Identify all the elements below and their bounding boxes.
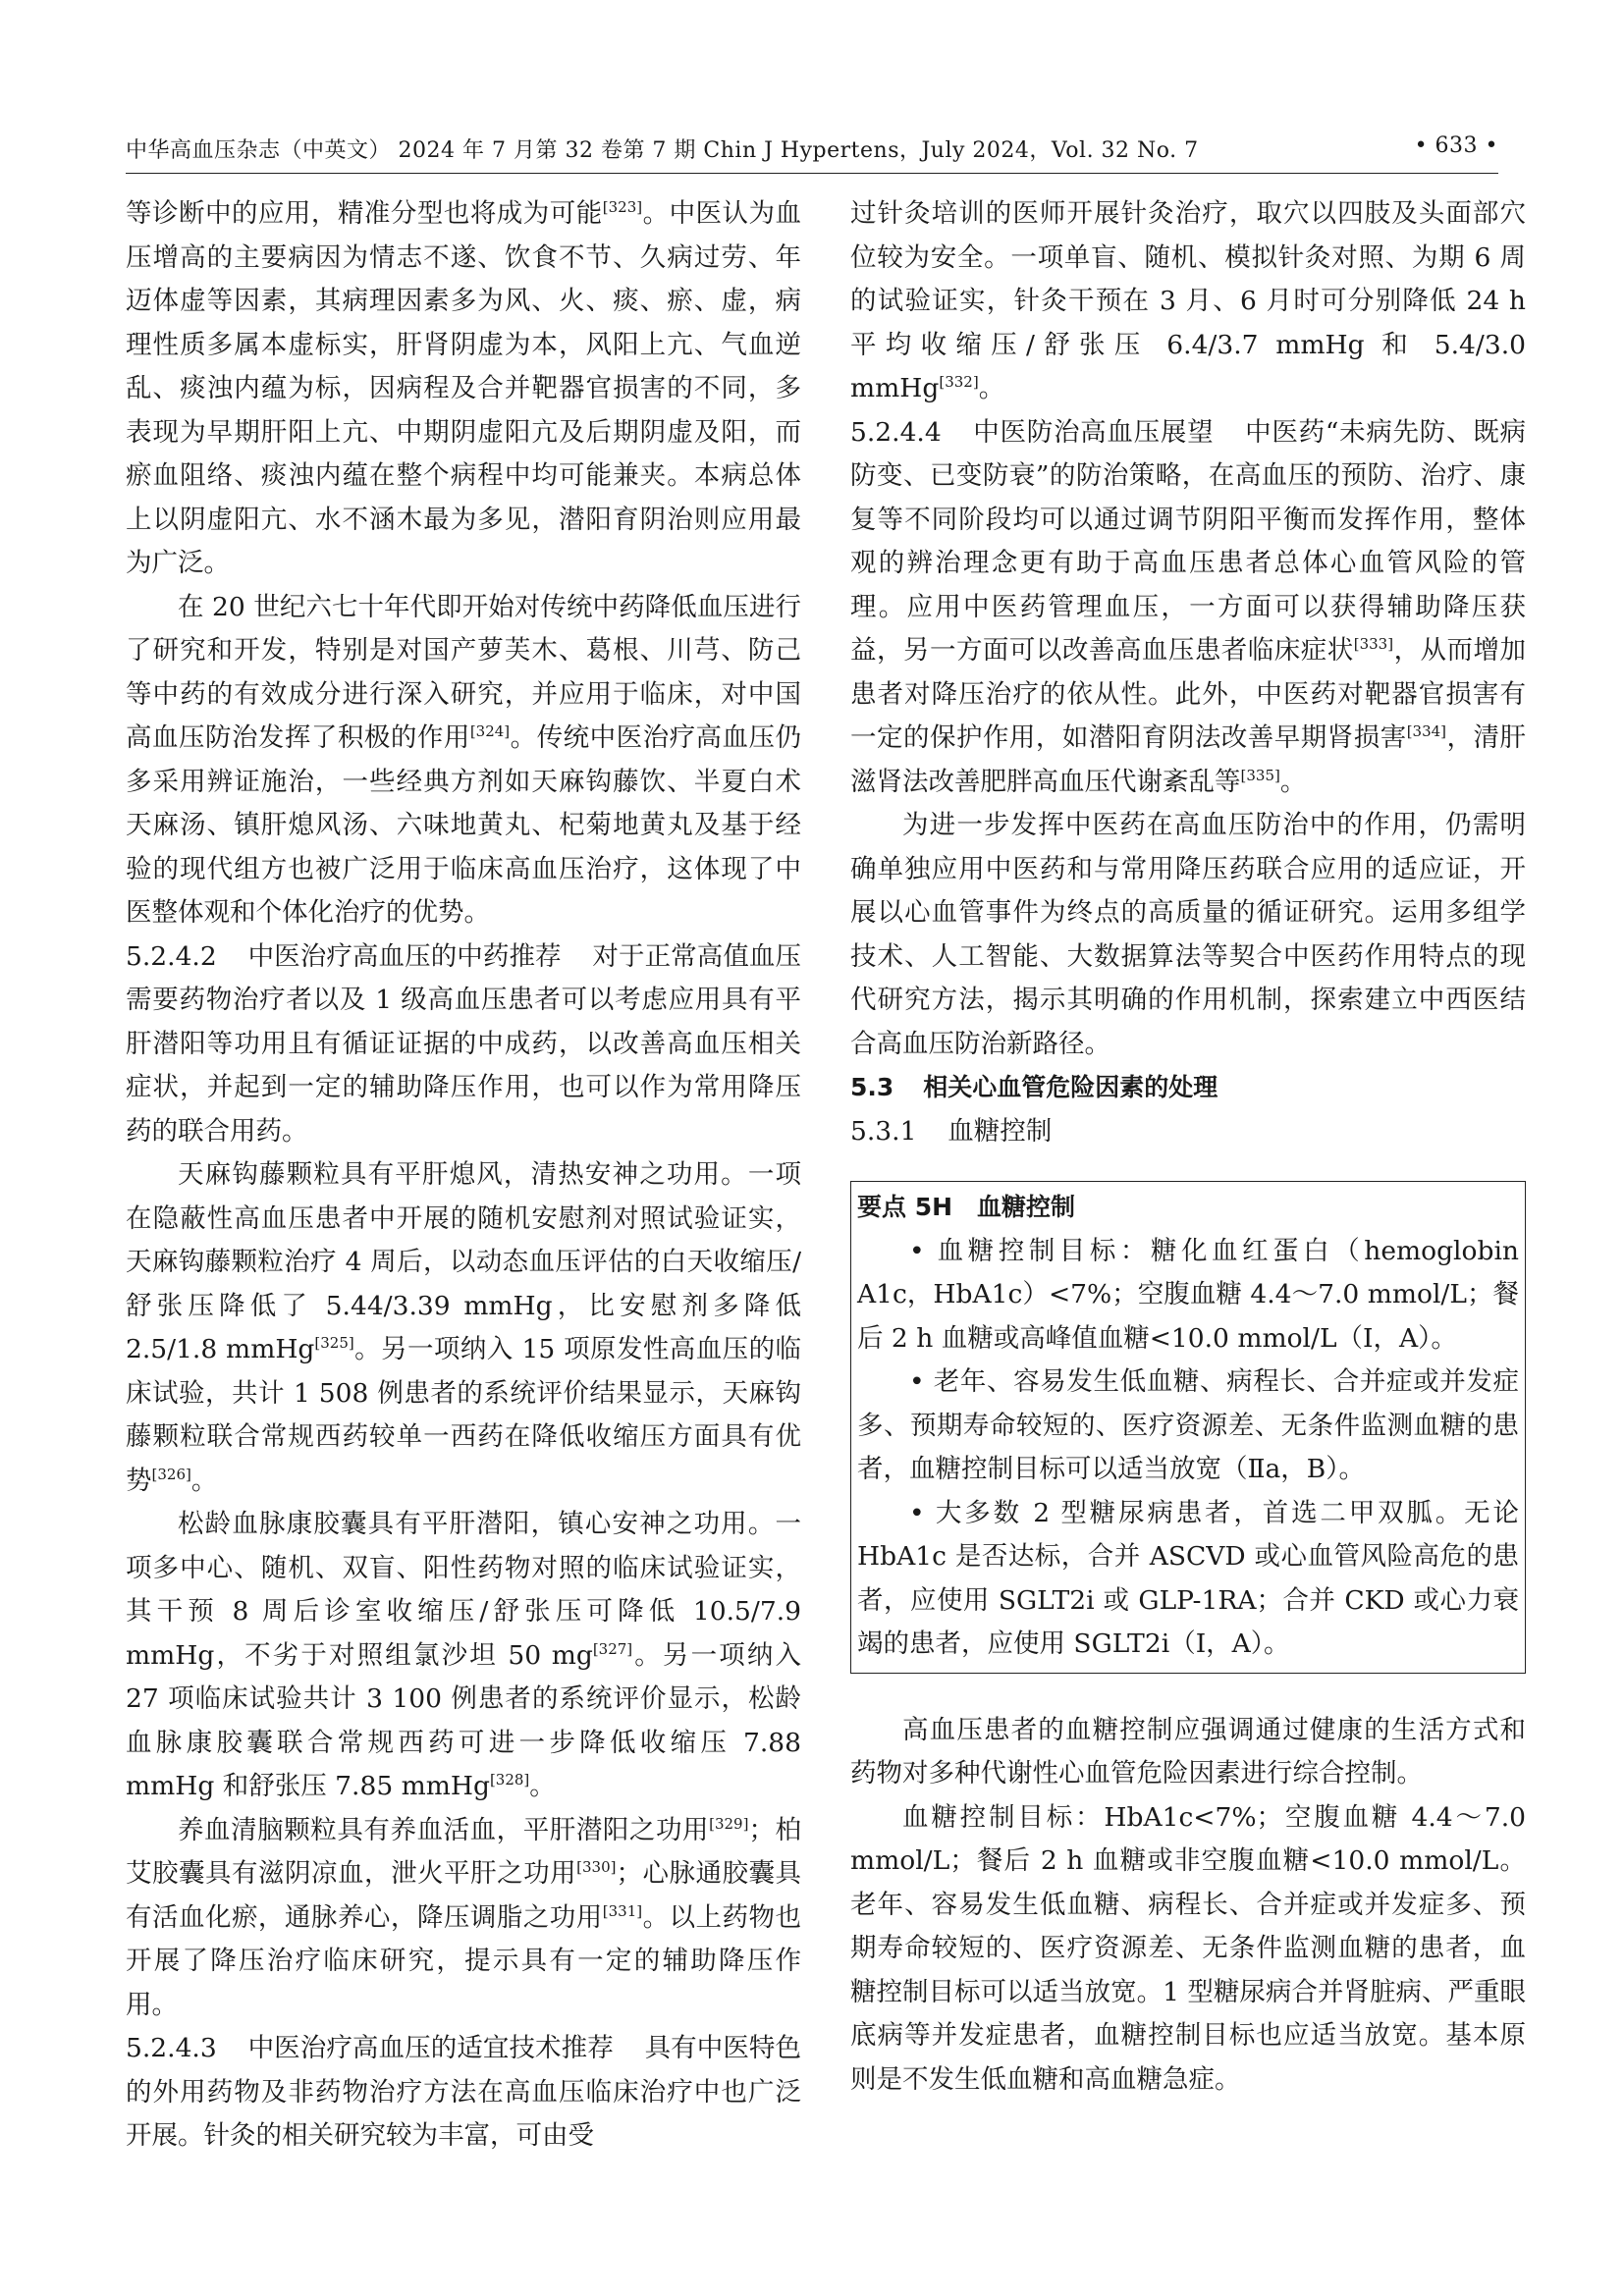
box-heading: 血糖控制 xyxy=(977,1193,1076,1221)
key-points-box xyxy=(850,1181,1526,1674)
citation-ref[interactable]: [324] xyxy=(469,722,511,741)
section-text: ，清肝滋肾法改善肥胖高血压代谢紊乱等 xyxy=(850,722,1527,797)
paragraph xyxy=(126,192,801,586)
text: 。传统中医治疗高血压仍多采用辨证施治，一些经典方剂如天麻钩藤饮、半夏白术天麻汤、镇肝熄风汤、六味地黄丸、杞菊地黄丸及基于经验的现代组方也被广泛用于临床高血压治疗，这体现了中医整体观和个体化治疗的优势。 xyxy=(126,722,802,928)
citation-ref[interactable]: [328] xyxy=(489,1771,530,1789)
section-title: 中医防治高血压展望 xyxy=(972,416,1215,448)
section-text: 具有中医特色的外用药物及非药物治疗方法在高血压临床治疗中也广泛开展。针灸的相关研究较为丰富，可由受 xyxy=(126,2033,802,2151)
text: 在 20 世纪六七十年代即开始对传统中药降低血压进行了研究和开发，特别是对国产萝芙木、葛根、川芎、防己等中药的有效成分进行深入研究，并应用于临床，对中国高血压防治发挥了积极的作用 xyxy=(126,591,801,753)
section-number: 5.2.4.4 xyxy=(850,416,942,448)
paragraph: 高血压患者的血糖控制应强调通过健康的生活方式和药物对多种代谢性心血管危险因素进行综合控制。 xyxy=(850,1714,1526,1789)
section-text: 对于正常高值血压需要药物治疗者以及 1 级高血压患者可以考虑应用具有平肝潜阳等功用且有循证证据的中成药，以改善高血压相关症状，并起到一定的辅助降压作用，也可以作为常用降压药的联合用药。 xyxy=(126,940,802,1147)
citation-ref[interactable]: [323] xyxy=(602,198,643,217)
section-title: 血糖控制 xyxy=(947,1115,1053,1147)
page-number: • 633 • xyxy=(1414,133,1498,158)
box-bullet: • 血糖控制目标：糖化血红蛋白（hemoglobin A1c，HbA1c）<7%；空腹血糖 4.4～7.0 mmol/L；餐后 2 h 血糖或高峰值血糖<10.0 mmol/L（Ⅰ，A）。 xyxy=(857,1235,1519,1354)
paragraph: 为进一步发挥中医药在高血压防治中的作用，仍需明确单独应用中医药和与常用降压药联合应用的适应证，开展以心血管事件为终点的高质量的循证研究。运用多组学技术、人工智能、大数据算法等契合中医药作用特点的现代研究方法，揭示其明确的作用机制，探索建立中西医结合高血压防治新路径。 xyxy=(850,810,1526,1059)
text: 养血清脑颗粒具有养血活血，平肝潜阳之功用 xyxy=(178,1814,710,1845)
text: 。 xyxy=(190,1465,218,1496)
paragraph xyxy=(126,1809,801,2028)
section-text: 中医药“未病先防、既病防变、已变防衰”的防治策略，在高血压的预防、治疗、康复等不同阶段均可以通过调节阴阳平衡而发挥作用，整体观的辨治理念更有助于高血压患者总体心血管风险的管理。应用中医药管理血压，一方面可以获得辅助降压获益，另一方面可以改善高血压患者临床症状 xyxy=(850,416,1526,666)
section-title: 中医治疗高血压的中药推荐 xyxy=(247,940,562,972)
citation-ref[interactable]: [327] xyxy=(592,1639,633,1658)
paragraph xyxy=(126,586,801,935)
section-5-2-4-4 xyxy=(850,411,1526,805)
journal-citation: 中华高血压杂志（中英文） 2024 年 7 月第 32 卷第 7 期 Chin J Hypertens，July 2024，Vol. 32 No. 7 xyxy=(126,138,1199,163)
text: 过针灸培训的医师开展针灸治疗，取穴以四肢及头面部穴位较为安全。一项单盲、随机、模拟针灸对照、为期 6 周的试验证实，针灸干预在 3 月、6 月时可分别降低 24 h 平均收缩压/舒张压 6.4/3.7 mmHg 和 5.4/3.0 mmHg xyxy=(850,198,1526,403)
citation-ref[interactable]: [326] xyxy=(151,1465,191,1483)
text: ；柏艾胶囊具有滋阴凉血，泄火平肝之功用 xyxy=(126,1814,802,1889)
text: ；心脉通胶囊具有活血化瘀，通脉养心，降压调脂之功用 xyxy=(126,1858,802,1933)
text: 松龄血脉康胶囊具有平肝潜阳，镇心安神之功用。一项多中心、随机、双盲、阳性药物对照的临床试验证实，其干预 8 周后诊室收缩压/舒张压可降低 10.5/7.9 mmHg，不劣于对照组氯沙坦 50 mg xyxy=(126,1509,801,1671)
section-5-2-4-2 xyxy=(126,935,801,1154)
paragraph: 血糖控制目标：HbA1c<7%；空腹血糖 4.4～7.0 mmol/L；餐后 2 h 血糖或非空腹血糖<10.0 mmol/L。老年、容易发生低血糖、病程长、合并症或并发症多、预期寿命较短的、医疗资源差、无条件监测血糖的患者，血糖控制目标可以适当放宽。1 型糖尿病合并肾脏病、严重眼底病等并发症患者，血糖控制目标也应适当放宽。基本原则是不发生低血糖和高血糖急症。 xyxy=(850,1801,1526,2095)
section-5-2-4-3 xyxy=(126,2027,801,2159)
section-number: 5.3.1 xyxy=(850,1115,917,1147)
paragraph xyxy=(126,1503,801,1809)
section-text: 。 xyxy=(1279,766,1307,797)
section-text: ，从而增加患者对降压治疗的依从性。此外，中医药对靶器官损害有一定的保护作用，如潜阳育阴法改善早期肾损害 xyxy=(850,635,1527,753)
citation-ref[interactable]: [329] xyxy=(709,1814,749,1833)
citation-ref[interactable]: [334] xyxy=(1406,722,1447,741)
paragraph xyxy=(850,192,1526,411)
citation-ref[interactable]: [330] xyxy=(576,1858,617,1877)
section-number: 5.2.4.3 xyxy=(126,2033,217,2063)
box-bullet: • 老年、容易发生低血糖、病程长、合并症或并发症多、预期寿命较短的、医疗资源差、无条件监测血糖的患者，血糖控制目标可以适当放宽（Ⅱa，B）。 xyxy=(857,1366,1519,1484)
text: 天麻钩藤颗粒具有平肝熄风，清热安神之功用。一项在隐蔽性高血压患者中开展的随机安慰剂对照试验证实，天麻钩藤颗粒治疗 4 周后，以动态血压评估的白天收缩压/舒张压降低了 5.44/3.39 mmHg，比安慰剂多降低 2.5/1.8 mmHg xyxy=(126,1159,801,1364)
text: 。另一项纳入 15 项原发性高血压的临床试验，共计 1 508 例患者的系统评价结果显示，天麻钩藤颗粒联合常规西药较单一西药在降低收缩压方面具有优势 xyxy=(126,1334,801,1496)
text: 。以上药物也开展了降压治疗临床研究，提示具有一定的辅助降压作用。 xyxy=(126,1901,802,2020)
box-bullet: • 大多数 2 型糖尿病患者，首选二甲双胍。无论 HbA1c 是否达标，合并 ASCVD 或心血管风险高危的患者，应使用 SGLT2i 或 GLP-1RA；合并 CKD 或心力衰竭的患者，应使用 SGLT2i（Ⅰ，A）。 xyxy=(857,1497,1519,1659)
citation-ref[interactable]: [325] xyxy=(314,1334,354,1353)
section-number: 5.3 xyxy=(850,1073,894,1101)
citation-ref[interactable]: [331] xyxy=(602,1901,643,1920)
section-title: 中医治疗高血压的适宜技术推荐 xyxy=(247,2033,614,2063)
box-label: 要点 5H xyxy=(857,1193,953,1221)
text: 。 xyxy=(529,1771,556,1801)
box-title xyxy=(857,1186,1519,1230)
section-5-3-heading xyxy=(850,1066,1526,1110)
right-column xyxy=(850,192,1526,2102)
citation-ref[interactable]: [335] xyxy=(1240,766,1280,784)
section-title: 相关心血管危险因素的处理 xyxy=(923,1073,1218,1101)
text: 。另一项纳入 27 项临床试验共计 3 100 例患者的系统评价显示，松龄血脉康胶囊联合常规西药可进一步降低收缩压 7.88 mmHg 和舒张压 7.85 mmHg xyxy=(126,1639,801,1801)
text: 。中医认为血压增高的主要病因为情志不遂、饮食不节、久病过劳、年迈体虚等因素，其病理因素多为风、火、痰、瘀、虚，病理性质多属本虚标实，肝肾阴虚为本，风阳上亢、气血逆乱、痰浊内蕴为标，因病程及合并靶器官损害的不同，多表现为早期肝阳上亢、中期阴虚阳亢及后期阴虚及阳，而瘀血阻络、痰浊内蕴在整个病程中均可能兼夹。本病总体上以阴虚阳亢、水不涵木最为多见，潜阳育阴治则应用最为广泛。 xyxy=(126,198,802,578)
section-number: 5.2.4.2 xyxy=(126,940,217,972)
running-header xyxy=(126,133,1498,174)
text: 。 xyxy=(978,373,1005,403)
citation-ref[interactable]: [332] xyxy=(939,373,979,392)
left-column xyxy=(126,192,801,2159)
paragraph xyxy=(126,1153,801,1503)
text: 等诊断中的应用，精准分型也将成为可能 xyxy=(126,198,603,229)
section-5-3-1-heading xyxy=(850,1110,1526,1154)
citation-ref[interactable]: [333] xyxy=(1353,635,1394,654)
